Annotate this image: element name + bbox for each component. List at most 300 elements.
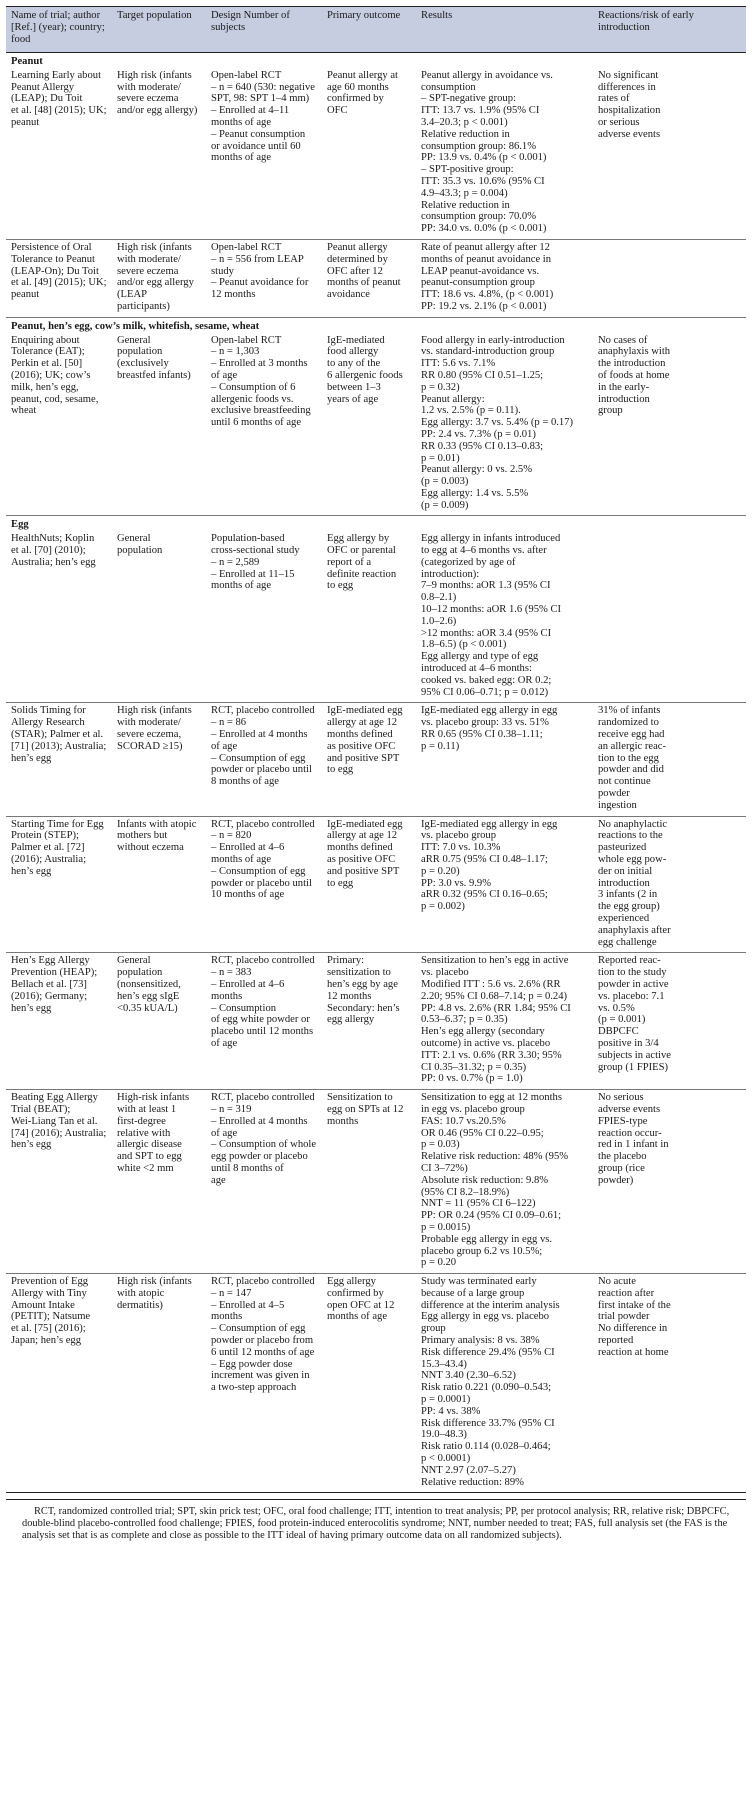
table-body [6,53,746,1493]
cell-line: Open-label RCT [211,69,282,81]
cell-line: group (rice [598,1162,645,1174]
cell-line: egg challenge [598,936,657,948]
cell-line: difference at the interim analysis [421,1299,560,1311]
cell-line: Hen’s Egg Allergy [11,955,90,967]
cell-line: RCT, placebo controlled [211,1276,315,1288]
population-cell [112,1274,206,1493]
cell-line: Japan; hen’s egg [11,1335,82,1347]
cell-line: General [117,955,151,967]
cell-line: OFC or parental [327,545,396,557]
cell-line: relative with [117,1127,171,1139]
table-row [6,68,746,240]
outcome-cell [322,953,416,1090]
cell-line: – Consumption [211,1002,277,1014]
cell-line: NNT 2.97 (2.07–5.27) [421,1464,516,1476]
cell-line: General [117,334,151,346]
cell-line: – Peanut avoidance for [211,277,309,289]
cell-line: Relative reduction in [421,199,510,211]
cell-line: the egg group) [598,901,660,913]
footnote-rule [6,1499,746,1500]
cell-line: IgE-mediated egg [327,818,403,830]
cell-line: consumption group: 86.1% [421,140,537,152]
cell-line: ITT: 2.1 vs. 0.6% (RR 3.30; 95% [421,1049,562,1061]
cell-line: differences in [598,81,656,93]
cell-line: – Enrolled at 4–6 [211,842,285,854]
cell-line: RR 0.65 (95% CI 0.38–1.11; [421,729,543,741]
cell-line: 10 months of age [211,889,285,901]
results-cell [416,703,593,816]
cell-line: (exclusively [117,358,169,370]
cell-line: RCT, placebo controlled [211,1092,315,1104]
cell-line: – Consumption of egg [211,865,306,877]
trials-table [6,6,746,1493]
cell-line: of age [211,740,238,752]
cell-line: No serious [598,1092,644,1104]
table-row [6,239,746,317]
table-row [6,531,746,703]
trial-name-cell [6,1274,112,1493]
section-heading-row [6,516,746,531]
cell-line: positive in 3/4 [598,1037,659,1049]
cell-line: Persistence of Oral [11,241,92,253]
cell-line: age 60 months [327,81,389,93]
cell-line: mothers but [117,830,168,842]
outcome-cell [322,1090,416,1274]
cell-line: p = 0.32) [421,381,460,393]
outcome-cell [322,703,416,816]
cell-line: without eczema [117,842,184,854]
cell-line: Prevention of Egg [11,1276,89,1288]
cell-line: Relative reduction: 89% [421,1476,524,1488]
cell-line: (2016); Australia; [11,854,87,865]
reactions-cell [593,1090,746,1274]
cell-line: p = 0.01) [421,452,460,464]
cell-line: reaction at home [598,1346,669,1358]
cell-line: No acute [598,1276,636,1288]
cell-line: receive egg had [598,729,665,741]
cell-line: Risk difference 29.4% (95% CI [421,1346,555,1358]
design-cell [206,68,322,240]
cell-line: population [117,967,163,979]
cell-line: to any of the [327,358,381,370]
cell-line: High-risk infants [117,1092,190,1104]
cell-line: PP: 2.4 vs. 7.3% (p = 0.01) [421,428,536,440]
reactions-cell [593,816,746,953]
cell-line: group (1 FPIES) [598,1061,669,1073]
results-cell [416,1090,593,1274]
trial-name-cell [6,703,112,816]
cell-line: OFC after 12 [327,265,383,277]
cell-line: reactions to the [598,830,663,842]
cell-line: 1.2 vs. 2.5% (p = 0.11). [421,405,521,417]
cell-line: sensitization to [327,967,391,979]
cell-line: white <2 mm [117,1162,174,1174]
cell-line: No cases of [598,334,648,346]
reactions-cell [593,239,746,317]
reactions-cell [593,68,746,240]
cell-line: [74] (2016); Australia; [11,1127,107,1139]
cell-line: Probable egg allergy in egg vs. [421,1233,553,1245]
cell-line: Palmer et al. [72] [11,842,85,854]
cell-line: (p = 0.001) [598,1014,646,1026]
section-heading: Peanut, hen’s egg, cow’s milk, whitefish, sesame, wheat [11,320,260,332]
cell-line: allergy at age 12 [327,717,398,729]
design-cell [206,703,322,816]
cell-line: breastfed infants) [117,369,191,381]
cell-line: 0.53–6.37; p = 0.35) [421,1014,508,1026]
cell-line: introduction): [421,568,480,580]
cell-line: – Peanut consumption [211,128,306,140]
table-footnote: RCT, randomized controlled trial; SPT, skin prick test; OFC, oral food challenge; ITT, intention to treat analysis; PP, per protocol analysis; RR, relative risk; DBPCFC, double-blind placebo-controlled food challenge; FPIES, food protein-induced enterocolitis syndrome; NNT, number needed to treat; FAS, full analysis set (the FAS is the analysis set that is as complete and close as possible to the ITT ideal of having primary outcome data on all randomized subjects). [22,1506,730,1542]
cell-line: months of age [211,580,272,592]
cell-line: peanut-consumption group [421,277,535,289]
cell-line: with moderate/ [117,81,181,93]
cell-line: randomized to [598,717,659,729]
cell-line: first-degree [117,1115,166,1127]
cell-line: confirmed by [327,93,384,105]
cell-line: months of peanut avoidance in [421,253,552,265]
cell-line: avoidance [327,289,370,301]
cell-line: – SPT-positive group: [421,164,514,176]
trial-name-cell [6,531,112,703]
design-cell [206,816,322,953]
cell-line: months of age [211,854,272,865]
cell-line: 2.20; 95% CI 0.68–7.14; p = 0.24) [421,990,568,1002]
cell-line: 4.9–43.3; p = 0.004) [421,187,508,199]
cell-line: HealthNuts; Koplin [11,533,95,545]
cell-line: hen’s egg sIgE [117,990,180,1002]
cell-line: p = 0.20) [421,865,460,877]
cell-line: powder [598,788,630,800]
cell-line: allergy at age 12 [327,830,398,842]
cell-line: – Enrolled at 4–11 [211,105,290,117]
cell-line: No significant [598,69,659,81]
cell-line: PP: OR 0.24 (95% CI 0.09–0.61; [421,1210,562,1222]
cell-line: in the early- [598,381,650,393]
cell-line: Peanut allergy in avoidance vs. [421,69,553,81]
cell-line: and/or egg allergy [117,277,194,289]
cell-line: introduced at 4–6 months: [421,663,532,675]
header-results: Results [416,7,593,53]
cell-line: Peanut allergy: 0 vs. 2.5% [421,464,533,476]
cell-line: hen’s egg [11,1139,52,1151]
cell-line: the introduction [598,358,666,370]
results-cell [416,1274,593,1493]
cell-line: reaction after [598,1287,655,1299]
cell-line: vs. placebo: 7.1 [598,990,665,1002]
cell-line: adverse events [598,1103,661,1115]
cell-line: powder or placebo until [211,764,312,776]
cell-line: until 6 months of age [211,417,302,429]
cell-line: or serious [598,116,640,128]
population-cell [112,239,206,317]
cell-line: – n = 319 [211,1103,252,1115]
cell-line: – n = 383 [211,967,252,979]
cell-line: Starting Time for Egg [11,818,104,830]
cell-line: as positive OFC [327,740,396,752]
cell-line: consumption [421,81,476,93]
cell-line: determined by [327,253,388,265]
cell-line: severe eczema, [117,729,182,741]
cell-line: experienced [598,912,650,924]
cell-line: cross-sectional study [211,545,300,557]
cell-line: Perkin et al. [50] [11,358,83,370]
cell-line: population [117,545,163,557]
design-cell [206,333,322,516]
population-cell [112,1090,206,1274]
cell-line: 7–9 months: aOR 1.3 (95% CI [421,580,551,592]
design-cell [206,239,322,317]
cell-line: PP: 34.0 vs. 0.0% (p < 0.001) [421,223,547,235]
cell-line: anaphylaxis with [598,346,671,358]
cell-line: tion to the egg [598,752,659,764]
cell-line: (LEAP); Du Toit [11,93,83,105]
cell-line: Tolerance (EAT); [11,346,85,358]
cell-line: High risk (infants [117,241,192,253]
cell-line: – n = 147 [211,1287,252,1299]
cell-line: egg powder or placebo [211,1151,308,1163]
cell-line: – Consumption of egg [211,1323,306,1335]
cell-line: (2016); UK; cow’s [11,369,91,381]
cell-line: No anaphylactic [598,818,668,830]
outcome-cell [322,1274,416,1493]
cell-line: – SPT-negative group: [421,93,516,105]
cell-line: DBPCFC [598,1026,639,1038]
cell-line: Primary analysis: 8 vs. 38% [421,1335,540,1347]
cell-line: ITT: 35.3 vs. 10.6% (95% CI [421,175,545,187]
cell-line: exclusive breastfeeding [211,405,311,417]
cell-line: increment was given in [211,1370,310,1382]
cell-line: ITT: 13.7 vs. 1.9% (95% CI [421,105,540,117]
cell-line: p = 0.11) [421,740,460,752]
cell-line: ITT: 18.6 vs. 4.8%, (p < 0.001) [421,289,554,301]
cell-line: severe eczema [117,265,179,277]
cell-line: Beating Egg Allergy [11,1092,98,1104]
cell-line: wheat [11,405,37,417]
cell-line: in egg vs. placebo group [421,1103,525,1115]
cell-line: until 8 months of [211,1162,284,1174]
table-sheet [6,6,746,1542]
cell-line: Population-based [211,533,285,545]
cell-line: p < 0.0001) [421,1453,471,1465]
cell-line: LEAP peanut-avoidance vs. [421,265,540,277]
population-cell [112,816,206,953]
cell-line: – n = 556 from LEAP [211,253,304,265]
cell-line: PP: 3.0 vs. 9.9% [421,877,492,889]
table-row [6,333,746,516]
cell-line: High risk (infants [117,1276,192,1288]
cell-line: Amount Intake [11,1299,75,1311]
cell-line: – n = 640 (530: negative [211,81,315,93]
cell-line: [71] (2013); Australia; [11,740,107,752]
cell-line: Learning Early about [11,69,102,81]
outcome-cell [322,239,416,317]
cell-line: Allergy with Tiny [11,1287,87,1299]
cell-line: – Enrolled at 4 months [211,729,308,741]
cell-line: vs. placebo group: 33 vs. 51% [421,717,549,729]
cell-line: PP: 19.2 vs. 2.1% (p < 0.001) [421,300,547,312]
outcome-cell [322,816,416,953]
outcome-cell [322,68,416,240]
cell-line: peanut [11,116,40,128]
cell-line: IgE-mediated egg [327,705,403,717]
cell-line: (95% CI 8.2–18.9%) [421,1186,510,1198]
cell-line: Absolute risk reduction: 9.8% [421,1174,549,1186]
cell-line: aRR 0.75 (95% CI 0.48–1.17; [421,854,548,865]
cell-line: participants) [117,300,170,312]
cell-line: vs. 0.5% [598,1002,635,1014]
results-cell [416,68,593,240]
cell-line: introduction [598,393,650,405]
cell-line: study [211,265,234,277]
results-cell [416,816,593,953]
cell-line: 1.8–6.5) (p < 0.001) [421,639,507,651]
header-reactions: Reactions/risk of early introduction [593,7,746,53]
cell-line: High risk (infants [117,705,192,717]
cell-line: Rate of peanut allergy after 12 [421,241,550,253]
cell-line: 10–12 months: aOR 1.6 (95% CI [421,604,562,616]
reactions-cell [593,333,746,516]
cell-line: to egg at 4–6 months vs. after [421,545,547,557]
cell-line: report of a [327,556,372,568]
cell-line: ITT: 7.0 vs. 10.3% [421,842,501,854]
section-heading-row [6,53,746,68]
section-heading: Peanut [11,56,43,67]
cell-line: hen’s egg [11,752,52,764]
cell-line: powder) [598,1174,634,1186]
table-row [6,1274,746,1493]
cell-line: peanut, cod, sesame, [11,393,99,405]
cell-line: a two-step approach [211,1382,297,1394]
cell-line: months of age [211,116,272,128]
cell-line: peanut [11,289,40,301]
cell-line: months [327,1115,359,1127]
cell-line: Protein (STEP); [11,830,79,842]
cell-line: (p = 0.009) [421,499,469,511]
results-cell [416,531,593,703]
cell-line: RR 0.80 (95% CI 0.51–1.25; [421,369,544,381]
cell-line: population [117,346,163,358]
cell-line: OFC [327,105,348,117]
cell-line: years of age [327,393,379,405]
cell-line: Solids Timing for [11,705,86,717]
cell-line: Peanut allergy at [327,69,398,81]
cell-line: Egg allergy [327,1276,376,1288]
cell-line: (2016); Germany; [11,990,88,1002]
reactions-cell [593,531,746,703]
cell-line: SPT, 98: SPT 1–4 mm) [211,93,310,105]
cell-line: OR 0.46 (95% CI 0.22–0.95; [421,1127,544,1139]
cell-line: der on initial [598,865,653,877]
cell-line: of age [211,1127,238,1139]
cell-line: months defined [327,842,393,854]
cell-line: Sensitization to hen’s egg in active [421,955,569,967]
cell-line: Sensitization to egg at 12 months [421,1092,562,1104]
cell-line: (LEAP-On); Du Toit [11,265,99,277]
cell-line: months [211,1311,243,1323]
cell-line: Primary: [327,955,365,967]
cell-line: consumption group: 70.0% [421,211,537,223]
cell-line: as positive OFC [327,854,396,865]
cell-line: Secondary: hen’s [327,1002,400,1014]
outcome-cell [322,531,416,703]
design-cell [206,1274,322,1493]
cell-line: pasteurized [598,842,647,854]
cell-line: group [421,1323,446,1335]
cell-line: to egg [327,580,354,592]
cell-line: hospitalization [598,105,661,117]
cell-line: Risk ratio 0.114 (0.028–0.464; [421,1441,551,1453]
cell-line: allergic disease [117,1139,182,1151]
cell-line: p = 0.0001) [421,1394,471,1406]
cell-line: and positive SPT [327,865,400,877]
cell-line: Reported reac- [598,955,661,967]
cell-line: placebo group 6.2 vs 10.5%; [421,1245,543,1257]
outcome-cell [322,333,416,516]
cell-line: – Egg powder dose [211,1358,293,1370]
cell-line: group [598,405,623,417]
cell-line: vs. placebo group [421,830,497,842]
header-design: Design Number of subjects [206,7,322,53]
cell-line: et al. [49] (2015); UK; [11,277,107,289]
cell-line: Peanut allergy: [421,393,485,405]
cell-line: Egg allergy and type of egg [421,651,539,663]
cell-line: 3 infants (2 in [598,889,658,901]
cell-line: 15.3–43.4) [421,1358,467,1370]
cell-line: Open-label RCT [211,334,282,346]
cell-line: Allergy Research [11,717,85,729]
cell-line: – Consumption of 6 [211,381,296,393]
cell-line: Egg allergy: 3.7 vs. 5.4% (p = 0.17) [421,417,574,429]
cell-line: CI 3–72%) [421,1162,468,1174]
cell-line: p = 0.002) [421,901,465,913]
cell-line: introduction [598,877,650,889]
cell-line: vs. placebo [421,967,469,979]
cell-line: SCORAD ≥15) [117,740,183,752]
cell-line: severe eczema [117,93,179,105]
design-cell [206,1090,322,1274]
cell-line: 6 until 12 months of age [211,1346,315,1358]
cell-line: of egg white powder or [211,1014,310,1026]
cell-line: – n = 86 [211,717,247,729]
population-cell [112,333,206,516]
cell-line: or avoidance until 60 [211,140,301,152]
header-population: Target population [112,7,206,53]
trial-name-cell [6,239,112,317]
cell-line: tion to the study [598,967,667,979]
cell-line: dermatitis) [117,1299,163,1311]
cell-line: Food allergy in early-introduction [421,334,565,346]
cell-line: IgE-mediated [327,334,385,346]
cell-line: – Enrolled at 4 months [211,1115,308,1127]
cell-line: powder and did [598,764,664,776]
cell-line: Egg allergy in egg vs. placebo [421,1311,550,1323]
cell-line: aRR 0.32 (95% CI 0.16–0.65; [421,889,548,901]
cell-line: between 1–3 [327,381,381,393]
cell-line: Sensitization to [327,1092,393,1104]
reactions-cell [593,1274,746,1493]
cell-line: FAS: 10.7 vs.20.5% [421,1115,506,1127]
table-row [6,953,746,1090]
cell-line: PP: 0 vs. 0.7% (p = 1.0) [421,1073,523,1085]
cell-line: High risk (infants [117,69,192,81]
cell-line: months of age [327,1311,388,1323]
cell-line: RCT, placebo controlled [211,955,315,967]
trial-name-cell [6,1090,112,1274]
cell-line: reported [598,1335,634,1347]
cell-line: ingestion [598,799,637,811]
trial-name-cell [6,953,112,1090]
